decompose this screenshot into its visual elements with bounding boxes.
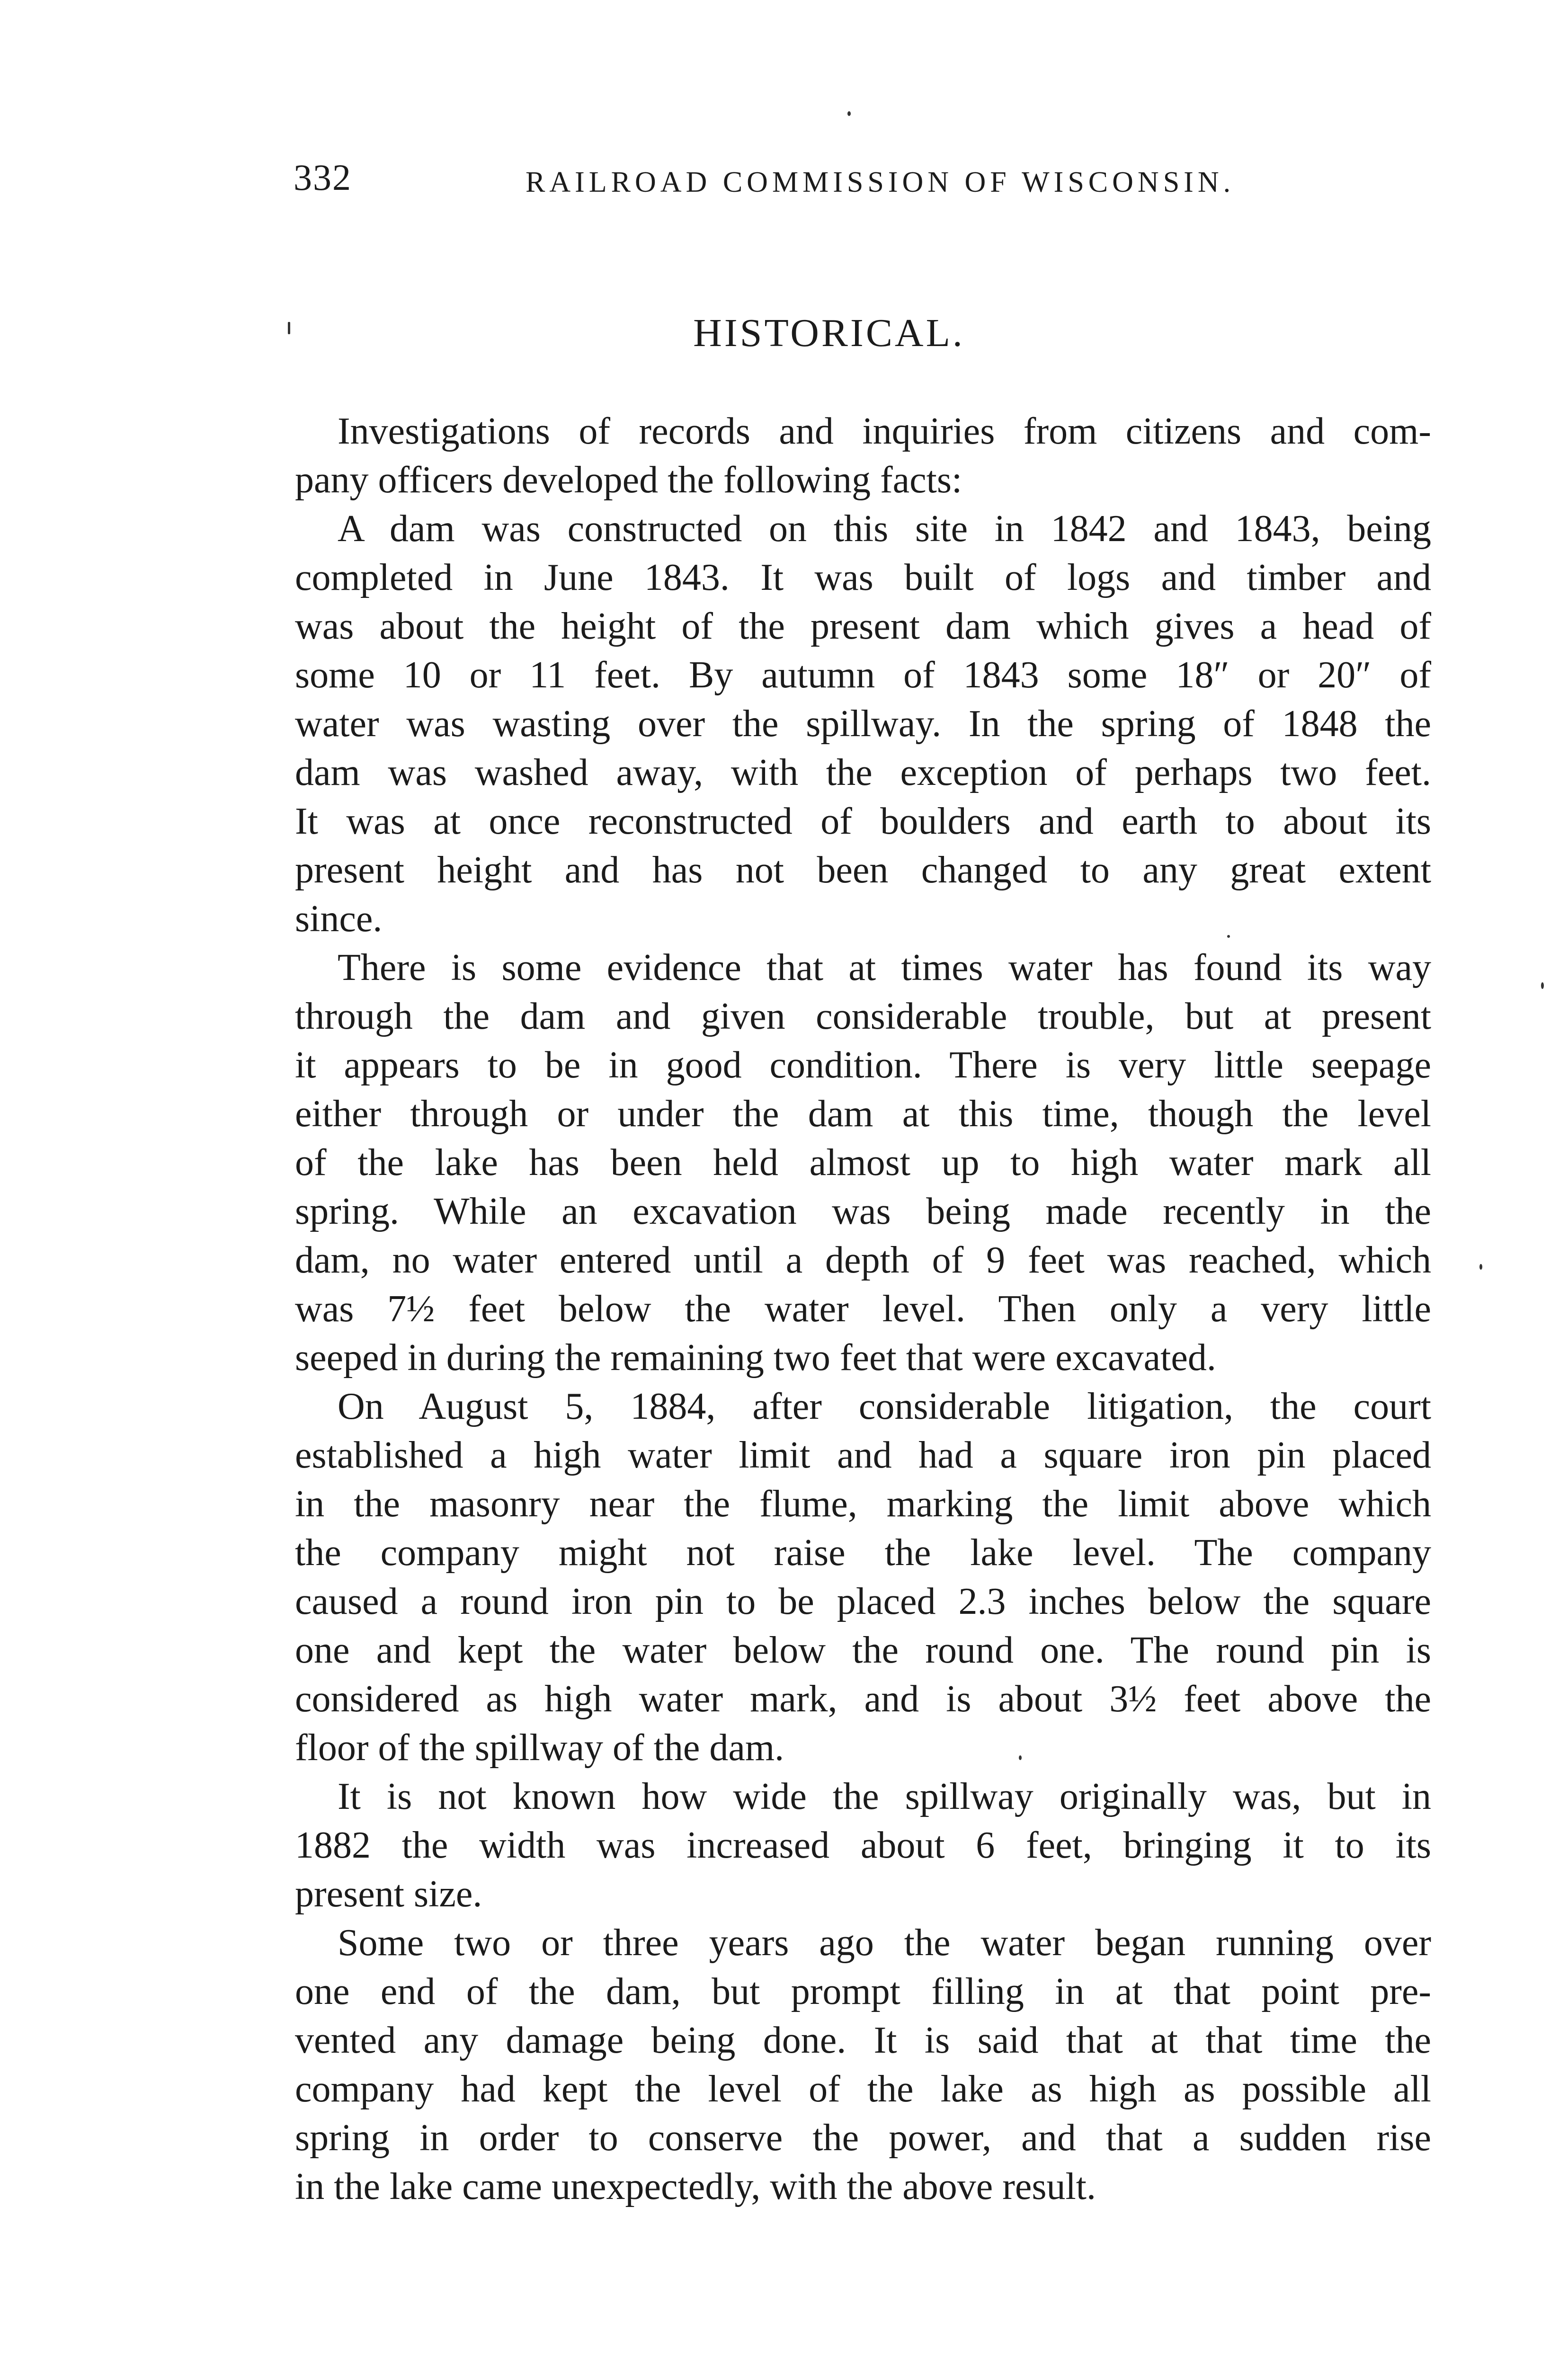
scan-speck <box>1479 1264 1482 1270</box>
text-line: was about the height of the present dam which gives a head of <box>295 605 1431 647</box>
text-line: since. <box>295 898 383 940</box>
text-line: pany officers developed the following facts: <box>295 459 962 501</box>
paragraph <box>295 407 1431 505</box>
text-line: Investigations of records and inquiries from citizens and com- <box>338 410 1431 452</box>
text-line: It is not known how wide the spillway originally was, but in <box>338 1776 1431 1817</box>
text-line: present height and has not been changed to any great extent <box>295 849 1431 891</box>
text-line: was 7½ feet below the water level. Then only a very little <box>295 1288 1431 1330</box>
page-number: 332 <box>294 157 352 198</box>
text-line: through the dam and given considerable trouble, but at present <box>295 996 1431 1037</box>
text-line: water was wasting over the spillway. In the spring of 1848 the <box>295 703 1431 745</box>
running-head: RAILROAD COMMISSION OF WISCONSIN. <box>526 166 1235 198</box>
text-line: There is some evidence that at times water has found its way <box>338 947 1431 988</box>
section-title: HISTORICAL. <box>693 311 965 355</box>
text-line: spring. While an excavation was being made recently in the <box>295 1191 1431 1232</box>
scan-speck <box>1541 982 1544 989</box>
text-line: company had kept the level of the lake as high as possible all <box>295 2068 1431 2110</box>
text-line: A dam was constructed on this site in 1842 and 1843, being <box>338 508 1431 550</box>
text-line: present size. <box>295 1873 482 1915</box>
text-line: seeped in during the remaining two feet that were excavated. <box>295 1337 1216 1379</box>
text-line: dam was washed away, with the exception of perhaps two feet. <box>295 752 1431 793</box>
scan-speck <box>288 322 290 334</box>
scan-speck <box>1227 935 1230 938</box>
text-line: completed in June 1843. It was built of logs and timber and <box>295 557 1431 598</box>
paragraph <box>295 1772 1431 1919</box>
text-line: Some two or three years ago the water began running over <box>338 1922 1431 1964</box>
paragraph <box>295 505 1431 943</box>
text-line: established a high water limit and had a square iron pin placed <box>295 1434 1431 1476</box>
scan-speck <box>1019 1755 1022 1760</box>
scan-speck <box>847 111 851 116</box>
text-line: It was at once reconstructed of boulders and earth to about its <box>295 801 1431 842</box>
paragraph <box>295 1919 1431 2211</box>
text-line: floor of the spillway of the dam. <box>295 1727 784 1769</box>
text-line: of the lake has been held almost up to high water mark all <box>295 1142 1431 1184</box>
text-line: spring in order to conserve the power, and that a sudden rise <box>295 2117 1431 2159</box>
text-line: one and kept the water below the round one. The round pin is <box>295 1629 1431 1671</box>
text-line: either through or under the dam at this time, though the level <box>295 1093 1431 1135</box>
paragraph <box>295 1382 1431 1772</box>
text-line: in the masonry near the flume, marking the limit above which <box>295 1483 1431 1525</box>
text-line: one end of the dam, but prompt filling in at that point pre- <box>295 1971 1431 2012</box>
paragraph <box>295 943 1431 1382</box>
text-line: dam, no water entered until a depth of 9 feet was reached, which <box>295 1239 1431 1281</box>
text-line: the company might not raise the lake level. The company <box>295 1532 1431 1574</box>
text-line: 1882 the width was increased about 6 feet, bringing it to its <box>295 1824 1431 1866</box>
body-text <box>295 407 1431 2211</box>
text-line: caused a round iron pin to be placed 2.3 inches below the square <box>295 1581 1431 1622</box>
text-line: it appears to be in good condition. There is very little seepage <box>295 1044 1431 1086</box>
text-line: On August 5, 1884, after considerable litigation, the court <box>338 1386 1431 1427</box>
text-line: some 10 or 11 feet. By autumn of 1843 some 18″ or 20″ of <box>295 654 1431 696</box>
text-line: in the lake came unexpectedly, with the above result. <box>295 2166 1096 2207</box>
text-line: considered as high water mark, and is about 3½ feet above the <box>295 1678 1431 1720</box>
text-line: vented any damage being done. It is said that at that time the <box>295 2020 1431 2061</box>
